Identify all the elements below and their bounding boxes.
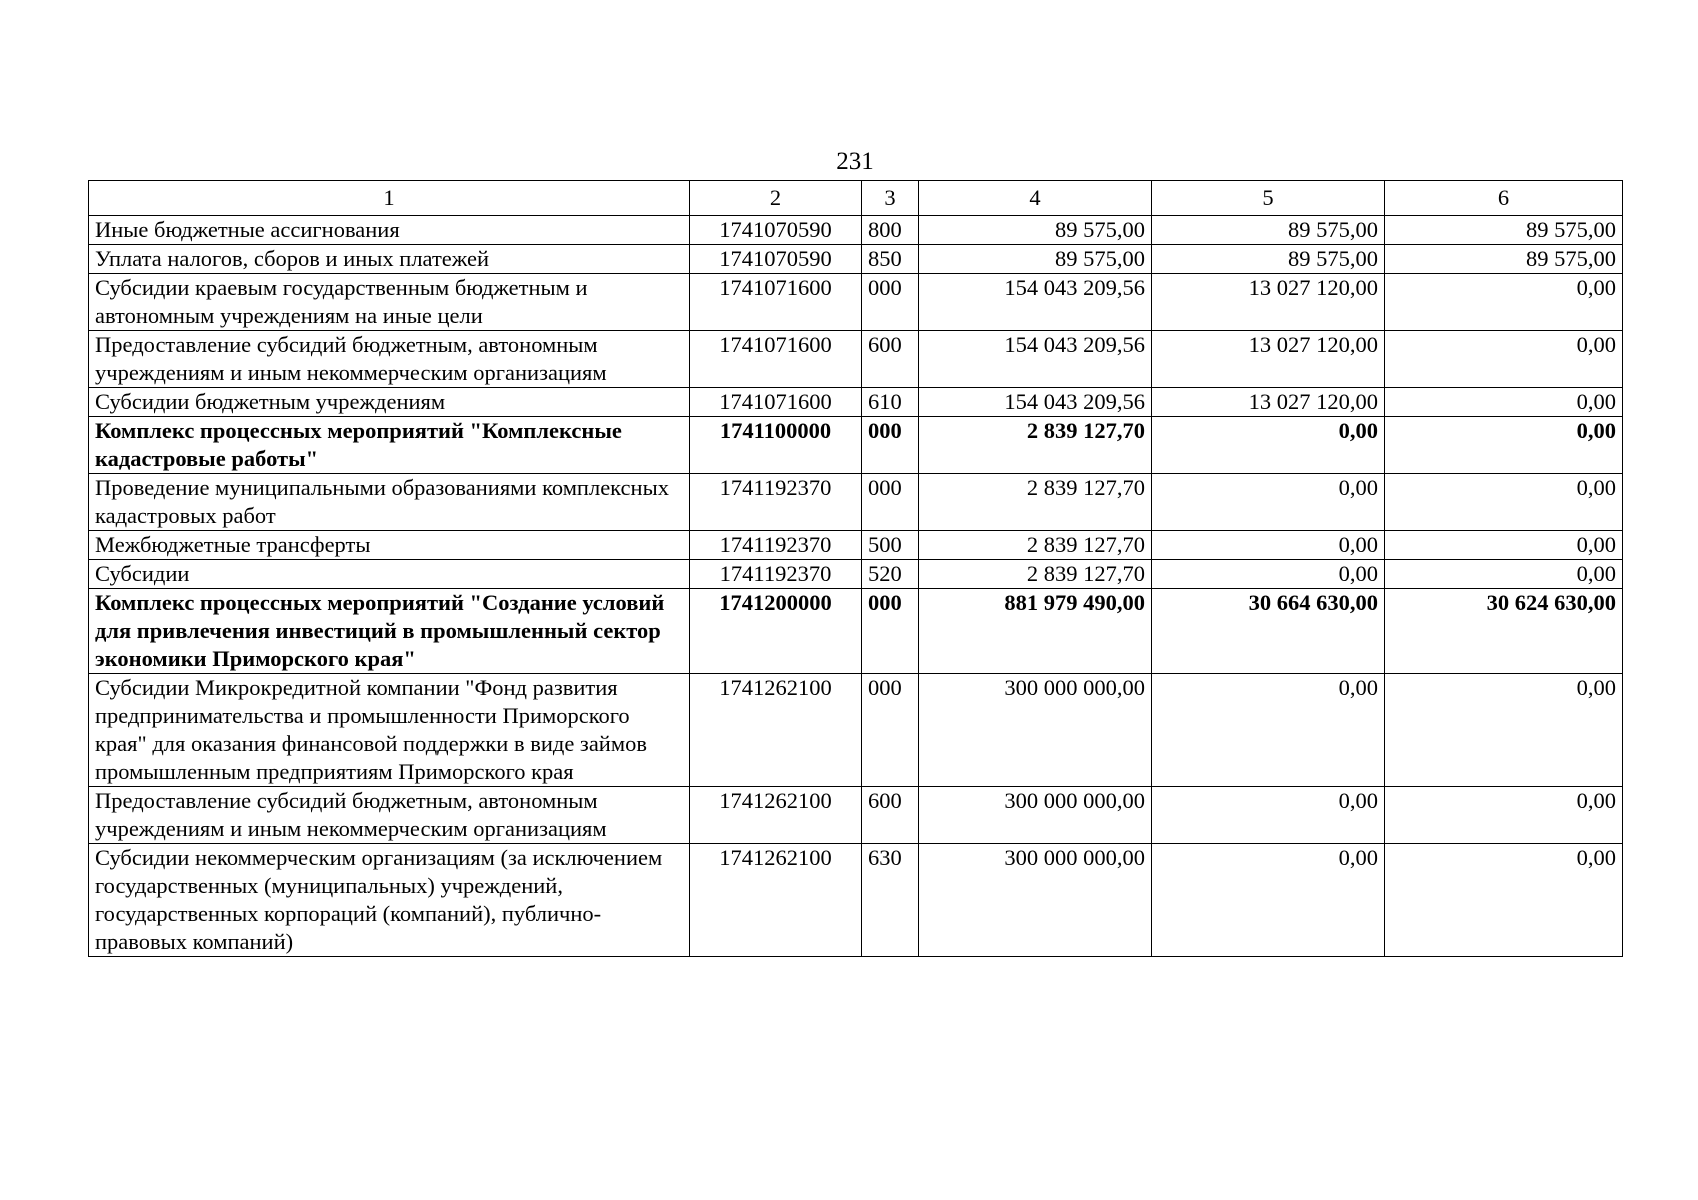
row-value-6-cell: 0,00 (1385, 417, 1623, 474)
row-name-cell: Уплата налогов, сборов и иных платежей (89, 245, 690, 274)
row-type-cell: 600 (862, 331, 919, 388)
row-code-cell: 1741071600 (690, 331, 862, 388)
column-header: 1 (89, 181, 690, 216)
row-value-4-cell: 300 000 000,00 (919, 787, 1152, 844)
table-row (89, 531, 1623, 560)
table-header-row (89, 181, 1623, 216)
row-value-5-cell: 13 027 120,00 (1152, 388, 1385, 417)
table-row (89, 674, 1623, 787)
row-type-cell: 600 (862, 787, 919, 844)
row-code-cell: 1741262100 (690, 674, 862, 787)
row-type-cell: 520 (862, 560, 919, 589)
column-header: 4 (919, 181, 1152, 216)
row-value-6-cell: 0,00 (1385, 560, 1623, 589)
row-value-4-cell: 2 839 127,70 (919, 531, 1152, 560)
row-code-cell: 1741070590 (690, 245, 862, 274)
row-value-5-cell: 0,00 (1152, 531, 1385, 560)
row-name-cell: Субсидии (89, 560, 690, 589)
row-name-cell: Субсидии некоммерческим организациям (за исключением государственных (муниципальных) учреждений, государственных корпораций (компаний), публично-правовых компаний) (89, 844, 690, 957)
row-type-cell: 850 (862, 245, 919, 274)
row-value-6-cell: 0,00 (1385, 844, 1623, 957)
row-value-5-cell: 0,00 (1152, 474, 1385, 531)
row-value-4-cell: 154 043 209,56 (919, 331, 1152, 388)
row-value-5-cell: 13 027 120,00 (1152, 331, 1385, 388)
row-value-4-cell: 154 043 209,56 (919, 388, 1152, 417)
column-header: 3 (862, 181, 919, 216)
row-name-cell: Проведение муниципальными образованиями комплексных кадастровых работ (89, 474, 690, 531)
page-number: 231 (836, 148, 874, 175)
row-value-6-cell: 0,00 (1385, 388, 1623, 417)
row-value-5-cell: 0,00 (1152, 787, 1385, 844)
row-code-cell: 1741070590 (690, 216, 862, 245)
table-row (89, 560, 1623, 589)
table-row (89, 388, 1623, 417)
table-row (89, 844, 1623, 957)
table-row (89, 216, 1623, 245)
row-value-6-cell: 89 575,00 (1385, 245, 1623, 274)
row-value-6-cell: 0,00 (1385, 274, 1623, 331)
column-header: 2 (690, 181, 862, 216)
row-value-4-cell: 300 000 000,00 (919, 844, 1152, 957)
row-name-cell: Межбюджетные трансферты (89, 531, 690, 560)
table-row (89, 589, 1623, 674)
row-name-cell: Субсидии Микрокредитной компании "Фонд развития предпринимательства и промышленности Приморского края" для оказания финансовой поддержки в виде займов промышленным предприятиям Приморского края (89, 674, 690, 787)
row-value-5-cell: 13 027 120,00 (1152, 274, 1385, 331)
row-value-4-cell: 154 043 209,56 (919, 274, 1152, 331)
row-type-cell: 500 (862, 531, 919, 560)
column-header: 6 (1385, 181, 1623, 216)
row-value-6-cell: 0,00 (1385, 331, 1623, 388)
row-type-cell: 000 (862, 417, 919, 474)
row-name-cell: Предоставление субсидий бюджетным, автономным учреждениям и иным некоммерческим организациям (89, 331, 690, 388)
row-code-cell: 1741262100 (690, 787, 862, 844)
row-value-4-cell: 2 839 127,70 (919, 560, 1152, 589)
row-type-cell: 000 (862, 474, 919, 531)
row-type-cell: 000 (862, 674, 919, 787)
row-code-cell: 1741200000 (690, 589, 862, 674)
row-code-cell: 1741192370 (690, 531, 862, 560)
table-row (89, 417, 1623, 474)
row-name-cell: Комплекс процессных мероприятий "Комплексные кадастровые работы" (89, 417, 690, 474)
row-name-cell: Субсидии бюджетным учреждениям (89, 388, 690, 417)
row-code-cell: 1741071600 (690, 388, 862, 417)
row-code-cell: 1741192370 (690, 560, 862, 589)
row-code-cell: 1741071600 (690, 274, 862, 331)
row-type-cell: 000 (862, 274, 919, 331)
row-name-cell: Субсидии краевым государственным бюджетным и автономным учреждениям на иные цели (89, 274, 690, 331)
row-value-4-cell: 89 575,00 (919, 216, 1152, 245)
table-body (89, 216, 1623, 957)
row-value-5-cell: 89 575,00 (1152, 216, 1385, 245)
table-row (89, 274, 1623, 331)
table-row (89, 245, 1623, 274)
row-type-cell: 800 (862, 216, 919, 245)
row-value-4-cell: 300 000 000,00 (919, 674, 1152, 787)
row-value-6-cell: 0,00 (1385, 787, 1623, 844)
row-value-5-cell: 30 664 630,00 (1152, 589, 1385, 674)
row-value-6-cell: 0,00 (1385, 531, 1623, 560)
row-value-5-cell: 0,00 (1152, 417, 1385, 474)
row-name-cell: Предоставление субсидий бюджетным, автономным учреждениям и иным некоммерческим организациям (89, 787, 690, 844)
column-header: 5 (1152, 181, 1385, 216)
row-code-cell: 1741192370 (690, 474, 862, 531)
row-value-5-cell: 89 575,00 (1152, 245, 1385, 274)
row-value-4-cell: 2 839 127,70 (919, 417, 1152, 474)
row-type-cell: 630 (862, 844, 919, 957)
budget-table (88, 180, 1623, 957)
row-code-cell: 1741100000 (690, 417, 862, 474)
row-value-6-cell: 30 624 630,00 (1385, 589, 1623, 674)
row-value-6-cell: 0,00 (1385, 474, 1623, 531)
table-row (89, 787, 1623, 844)
row-value-5-cell: 0,00 (1152, 674, 1385, 787)
table-row (89, 331, 1623, 388)
row-value-5-cell: 0,00 (1152, 560, 1385, 589)
table-row (89, 474, 1623, 531)
row-name-cell: Комплекс процессных мероприятий "Создание условий для привлечения инвестиций в промышленный сектор экономики Приморского края" (89, 589, 690, 674)
row-value-5-cell: 0,00 (1152, 844, 1385, 957)
row-value-4-cell: 881 979 490,00 (919, 589, 1152, 674)
row-type-cell: 000 (862, 589, 919, 674)
row-value-6-cell: 89 575,00 (1385, 216, 1623, 245)
row-value-4-cell: 89 575,00 (919, 245, 1152, 274)
row-code-cell: 1741262100 (690, 844, 862, 957)
row-value-6-cell: 0,00 (1385, 674, 1623, 787)
row-type-cell: 610 (862, 388, 919, 417)
row-value-4-cell: 2 839 127,70 (919, 474, 1152, 531)
row-name-cell: Иные бюджетные ассигнования (89, 216, 690, 245)
